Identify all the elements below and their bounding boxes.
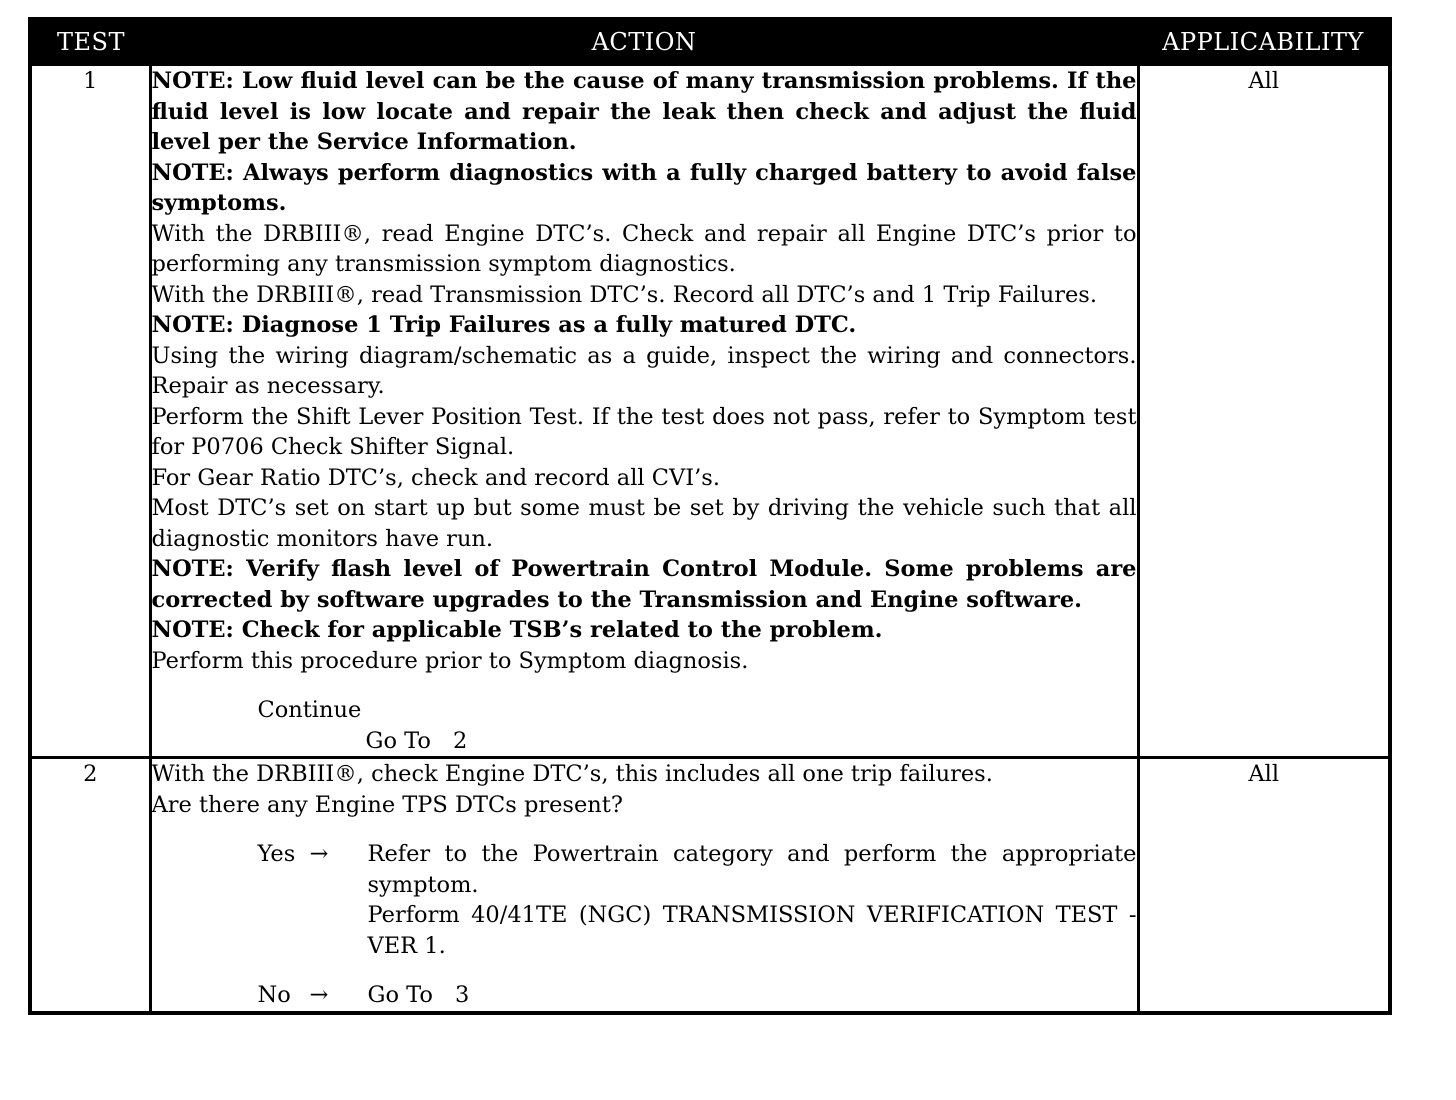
arrow-icon: → xyxy=(309,841,329,867)
instruction-text: For Gear Ratio DTC’s, check and record all CVI’s. xyxy=(151,464,720,491)
goto-target: 3 xyxy=(454,982,470,1008)
diagnostic-test-table xyxy=(28,17,1392,1015)
table-header-row xyxy=(30,19,1390,65)
instruction-text: Perform the Shift Lever Position Test. If the test does not pass, refer to Symptom test for P0706 Check Shifter Signal. xyxy=(151,403,1137,460)
header-applicability: APPLICABILITY xyxy=(1138,19,1390,65)
no-label: No xyxy=(257,982,291,1008)
goto-step-3[interactable] xyxy=(368,980,1137,1011)
goto-step-2[interactable] xyxy=(152,726,1137,757)
note-text: NOTE: Always perform diagnostics with a fully charged battery to avoid false symptoms. xyxy=(151,159,1137,216)
instruction-text: Using the wiring diagram/schematic as a guide, inspect the wiring and connectors. Repair as necessary. xyxy=(151,342,1137,399)
action-cell xyxy=(150,758,1138,1013)
yes-instruction: Refer to the Powertrain category and perform the appropriate symptom. xyxy=(367,841,1137,898)
yes-answer[interactable] xyxy=(152,839,1137,961)
applicability-value: All xyxy=(1138,758,1390,1013)
instruction-text: With the DRBIII®, read Engine DTC’s. Check and repair all Engine DTC’s prior to performing any transmission symptom diagnostics. xyxy=(151,220,1137,277)
instruction-text: With the DRBIII®, check Engine DTC’s, this includes all one trip failures. xyxy=(151,761,993,787)
arrow-icon: → xyxy=(309,982,329,1008)
instruction-text: Perform this procedure prior to Symptom diagnosis. xyxy=(151,647,749,674)
note-text: NOTE: Verify flash level of Powertrain Control Module. Some problems are corrected by software upgrades to the Transmission and Engine software. xyxy=(151,556,1137,613)
no-answer[interactable] xyxy=(152,980,1137,1011)
header-action: ACTION xyxy=(150,19,1138,65)
test-number: 1 xyxy=(30,65,150,758)
continue-label: Continue xyxy=(257,697,362,723)
yes-instruction: Perform 40/41TE (NGC) TRANSMISSION VERIFICATION TEST - VER 1. xyxy=(367,902,1137,959)
question-text: Are there any Engine TPS DTCs present? xyxy=(151,791,623,818)
note-text: NOTE: Diagnose 1 Trip Failures as a fully matured DTC. xyxy=(151,312,857,338)
goto-label: Go To xyxy=(365,727,431,754)
table-row-test-2 xyxy=(30,758,1390,1013)
header-test: TEST xyxy=(30,19,150,65)
note-text: NOTE: Low fluid level can be the cause of many transmission problems. If the fluid level is low locate and repair the leak then check and adjust the fluid level per the Service Information. xyxy=(151,68,1137,155)
applicability-value: All xyxy=(1138,65,1390,758)
instruction-text: Most DTC’s set on start up but some must be set by driving the vehicle such that all diagnostic monitors have run. xyxy=(151,495,1137,552)
table-row-test-1 xyxy=(30,65,1390,758)
action-cell xyxy=(150,65,1138,758)
goto-target: 2 xyxy=(452,727,468,754)
yes-label: Yes xyxy=(257,841,296,867)
goto-label: Go To xyxy=(367,982,433,1008)
note-text: NOTE: Check for applicable TSB’s related to the problem. xyxy=(151,617,883,643)
instruction-text: With the DRBIII®, read Transmission DTC’s. Record all DTC’s and 1 Trip Failures. xyxy=(151,281,1098,308)
test-number: 2 xyxy=(30,758,150,1013)
